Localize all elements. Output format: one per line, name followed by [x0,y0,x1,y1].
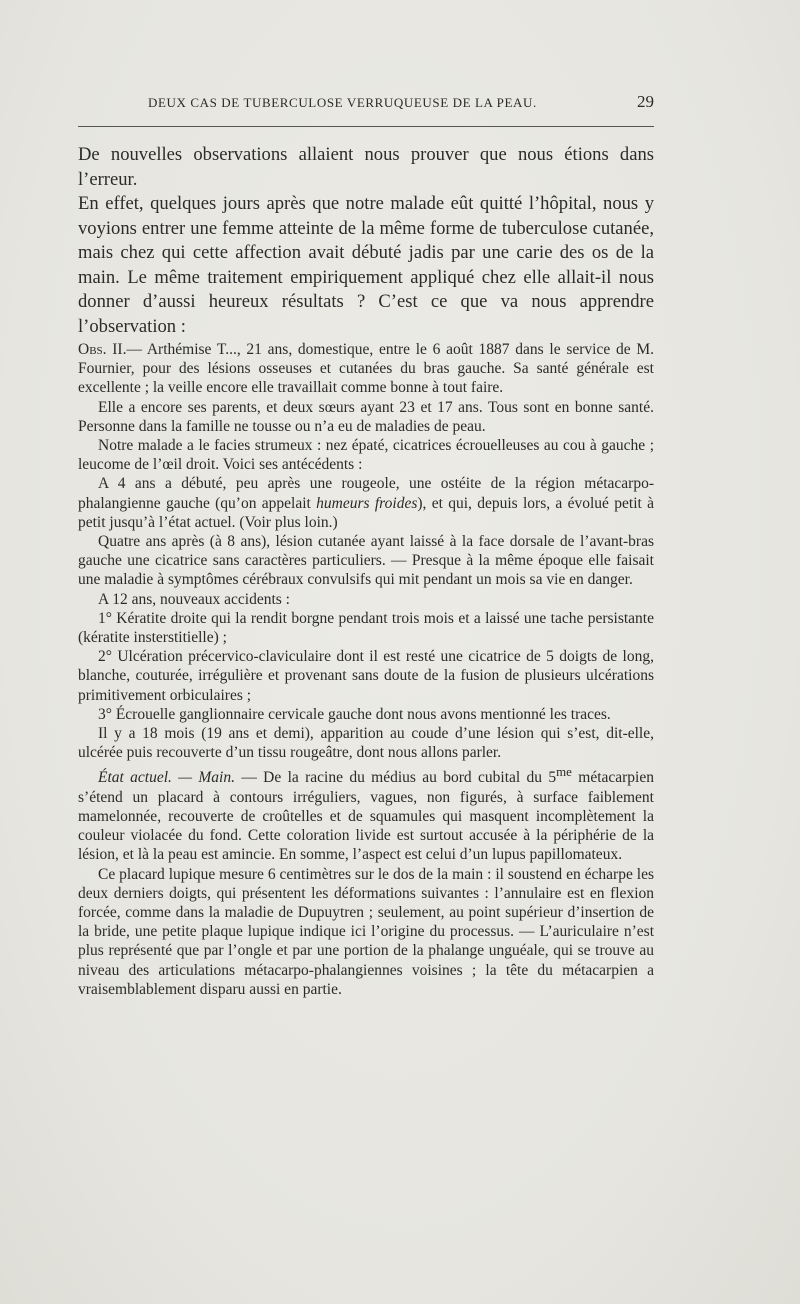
p11-heading: État actuel. — Main. [98,769,235,787]
p11-superscript: me [556,764,572,780]
p4-before: A 4 ans a débuté, peu après une rougeole, une ostéite de la région métacarpo-phalangienne gauche (qu’on appelait [78,475,654,512]
observation-label: Obs. II. [78,341,127,358]
observation-text [78,340,654,999]
observation-paragraph-12: Ce placard lupique mesure 6 centimètres sur le dos de la main : il soustend en écharpe les deux derniers doigts, qui présentent les déformations suivantes : l’annulaire est en flexion forcée, comme dans la maladie de Dupuytren ; seulement, au point supérieur d’insertion de la bride, une petite plaque lupique indique ici l’origine du processus. — L’auriculaire n’est plus représenté que par l’ongle et par une portion de la phalange unguéale, qui se trouve au niveau des articulations métacarpo-phalangiennes voisines ; la tête du métacarpien a vraisemblablement disparu aussi en partie. [78,865,654,998]
observation-paragraph-1 [78,340,654,398]
observation-intro: Arthémise T..., 21 ans, domestique, entre le 6 août 1887 dans le service de M. Fournier, pour des lésions osseuses et cutanées du bras gauche. Sa santé générale est excellente ; la veille encore elle travaillait comme bonne à tout faire. [78,341,654,397]
observation-paragraph-4 [78,474,654,532]
observation-paragraph-8: 2° Ulcération précervico-claviculaire dont il est resté une cicatrice de 5 doigts de long, blanche, couturée, irrégulière et provenant sans doute de la fusion de plusieurs ulcérations primitivement orbiculaires ; [78,648,654,704]
observation-paragraph-10: Il y a 18 mois (19 ans et demi), apparition au coude d’une lésion qui s’est, dit-elle, ulcérée puis recouverte d’un tissu rougeâtre, dont nous allons parler. [78,725,654,762]
header-rule [78,126,654,127]
p11-dash: — [234,769,264,787]
page-header [78,92,654,112]
intro-text [78,143,654,339]
observation-paragraph-6: A 12 ans, nouveaux accidents : [98,590,290,608]
page-number: 29 [637,92,654,111]
p11-after: métacarpien s’étend un placard à contours irréguliers, vagues, non figurés, à surface faiblement mamelonnée, recouverte de croûtelles et de squamules qui masquent incomplètement la couleur violacée du fond. Cette coloration livide est surtout accusée à la périphérie de la lésion, et là la peau est amincie. En somme, l’aspect est celui d’un lupus papillomateux. [78,769,654,864]
p11-before: De la racine du médius au bord cubital du 5 [263,769,557,787]
observation-paragraph-11 [78,762,654,864]
observation-paragraph-5: Quatre ans après (à 8 ans), lésion cutanée ayant laissé à la face dorsale de l’avant-bras gauche une cicatrice sans caractères particuliers. — Presque à la même époque elle faisait une maladie à symptômes cérébraux convulsifs qui mit pendant un mois sa vie en danger. [78,533,654,589]
running-title: DEUX CAS DE TUBERCULOSE VERRUQUEUSE DE LA PEAU. [148,95,537,110]
p4-italic: humeurs froides [316,494,418,512]
observation-paragraph-3: Notre malade a le facies strumeux : nez épaté, cicatrices écrouelleuses au cou à gauche ; leucome de l’œil droit. Voici ses antécédents : [78,437,654,474]
intro-paragraph-2: En effet, quelques jours après que notre malade eût quitté l’hôpital, nous y voyions entrer une femme atteinte de la même forme de tuberculose cutanée, mais chez qui cette affection avait débuté jadis par une carie des os de la main. Le même traitement empiriquement appliqué chez elle allait-il nous donner d’aussi heureux résultats ? C’est ce que va nous apprendre l’observation : [78,193,654,337]
observation-paragraph-2: Elle a encore ses parents, et deux sœurs ayant 23 et 17 ans. Tous sont en bonne santé. Personne dans la famille ne tousse ou n’a eu de maladies de peau. [78,398,654,435]
observation-paragraph-9: 3° Écrouelle ganglionnaire cervicale gauche dont nous avons mentionné les traces. [98,705,611,723]
intro-paragraph-1: De nouvelles observations allaient nous prouver que nous étions dans l’erreur. [78,144,654,190]
p4-after: ), et qui, depuis lors, a évolué petit à petit jusqu’à l’état actuel. (Voir plus loin.) [78,494,654,531]
observation-dash: — [126,341,147,358]
observation-paragraph-7: 1° Kératite droite qui la rendit borgne pendant trois mois et a laissé une tache persistante (kératite insterstitielle) ; [78,609,654,647]
